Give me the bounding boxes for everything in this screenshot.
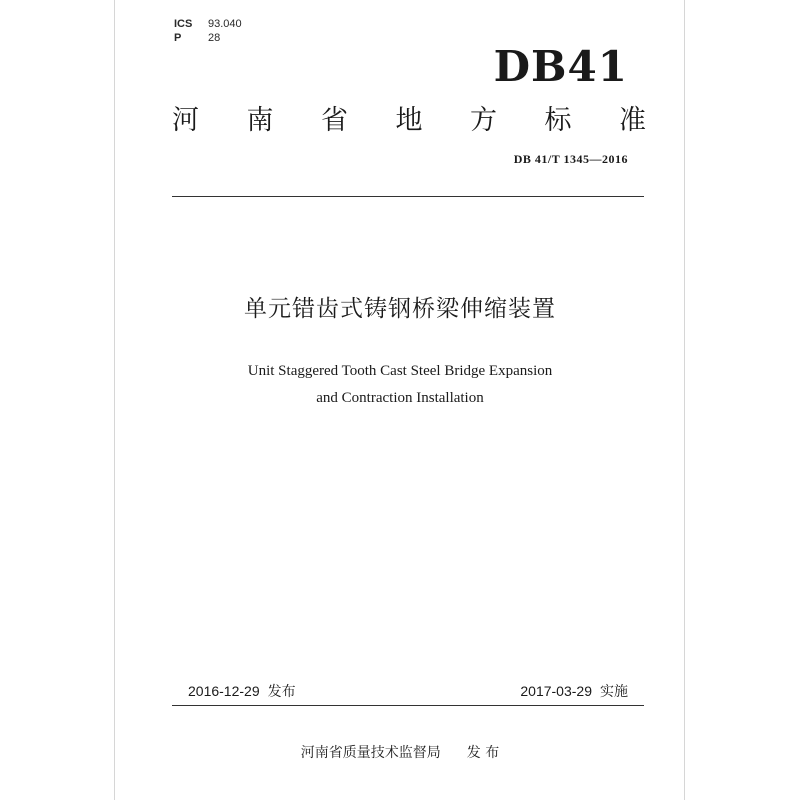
classification-codes — [174, 17, 242, 45]
english-title — [0, 358, 800, 412]
standard-type-heading — [172, 98, 646, 137]
bottom-divider — [172, 705, 644, 706]
issue-label: 发布 — [267, 684, 296, 700]
issue-date-block — [188, 681, 296, 701]
standard-type-char: 准 — [619, 105, 646, 136]
implement-label: 实施 — [600, 684, 628, 700]
p-code-row — [174, 31, 242, 45]
standard-type-char: 方 — [470, 105, 497, 136]
p-value: 28 — [208, 32, 221, 44]
db-logo: DB41 — [493, 42, 628, 91]
standard-type-char: 地 — [395, 105, 423, 136]
english-title-line-1: Unit Staggered Tooth Cast Steel Bridge Expansion — [247, 363, 553, 379]
issue-date: 2016-12-29 — [188, 683, 260, 699]
chinese-title: 单元错齿式铸钢桥梁伸缩装置 — [244, 296, 556, 322]
publisher-name: 河南省质量技术监督局 — [300, 745, 441, 761]
standard-number: DB 41/T 1345—2016 — [513, 152, 628, 166]
english-title-line-2: and Contraction Installation — [316, 390, 484, 406]
standard-type-char: 省 — [321, 105, 348, 136]
ics-value: 93.040 — [208, 18, 242, 30]
publisher-action: 发 布 — [466, 745, 500, 761]
top-divider — [172, 196, 644, 197]
implement-date-block — [520, 681, 628, 701]
standard-type-char: 河 — [172, 105, 199, 136]
publisher-line — [0, 742, 800, 762]
standard-type-char: 标 — [544, 105, 572, 136]
ics-code-row — [174, 17, 242, 31]
standard-type-char: 南 — [246, 105, 274, 136]
implement-date: 2017-03-29 — [520, 683, 592, 699]
p-label: P — [174, 32, 182, 44]
ics-label: ICS — [174, 18, 193, 30]
